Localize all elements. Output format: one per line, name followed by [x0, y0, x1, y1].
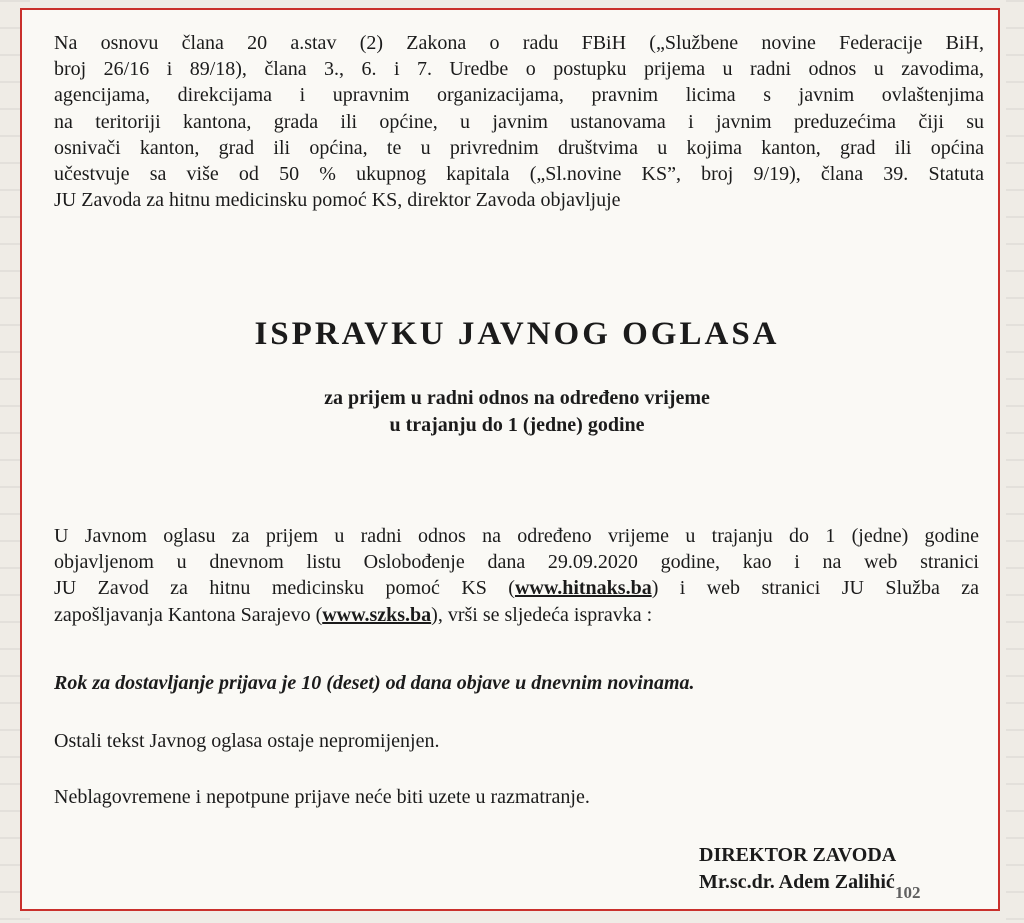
- preamble-line: na teritoriji kantona, grada ili općine, u javnim ustanovama i javnim preduzećima čiji su: [54, 110, 984, 133]
- announcement-box: [20, 8, 1000, 911]
- legal-preamble: [54, 30, 984, 213]
- body-text-fragment: JU Zavod za hitnu medicinsku pomoć KS (: [54, 577, 515, 600]
- body-text-fragment: zapošljavanja Kantona Sarajevo (: [54, 603, 323, 626]
- preamble-line: Na osnovu člana 20 a.stav (2) Zakona o radu FBiH („Službene novine Federacije BiH,: [54, 32, 984, 54]
- subtitle-line: u trajanju do 1 (jedne) godine: [389, 414, 645, 436]
- body-line: U Javnom oglasu za prijem u radni odnos na određeno vrijeme u trajanju do 1 (jedne) godine: [54, 525, 979, 547]
- remark-unchanged-text: Ostali tekst Javnog oglasa ostaje nepromijenjen.: [54, 730, 440, 752]
- body-text-fragment: ), vrši se sljedeća ispravka :: [431, 603, 653, 626]
- preamble-line: broj 26/16 i 89/18), člana 3., 6. i 7. Uredbe o postupku prijema u radni odnos u zavodima,: [54, 58, 984, 81]
- signature-block: [699, 842, 896, 896]
- subtitle-line: za prijem u radni odnos na određeno vrijeme: [324, 387, 710, 409]
- hitnaks-website-link[interactable]: www.hitnaks.ba: [514, 577, 652, 600]
- announcement-title: ISPRAVKU JAVNOG OGLASA: [254, 316, 780, 352]
- correction-body: [54, 523, 979, 628]
- preamble-line: agencijama, direkcijama i upravnim organizacijama, pravnim licima s javnim ovlaštenjima: [54, 84, 984, 107]
- body-line: objavljenom u dnevnom listu Oslobođenje dana 29.09.2020 godine, kao i na web stranici: [54, 551, 979, 574]
- announcement-subtitle: [54, 385, 980, 439]
- body-line: [54, 575, 979, 601]
- correction-statement: Rok za dostavljanje prijava je 10 (deset) od dana objave u dnevnim novinama.: [54, 672, 695, 694]
- remark-late-applications: Neblagovremene i nepotpune prijave neće biti uzete u razmatranje.: [54, 786, 590, 808]
- preamble-line: osnivači kanton, grad ili općina, te u privrednim društvima u kojima kanton, grad ili općina: [54, 136, 984, 159]
- body-line: [54, 602, 979, 628]
- body-text-fragment: ) i web stranici JU Služba za: [651, 577, 979, 600]
- signatory-position: DIREKTOR ZAVODA: [699, 844, 897, 866]
- preamble-line: JU Zavoda za hitnu medicinsku pomoć KS, direktor Zavoda objavljuje: [54, 189, 621, 212]
- preamble-line: učestvuje sa više od 50 % ukupnog kapitala („Sl.novine KS”, broj 9/19), člana 39. Statuta: [54, 163, 984, 186]
- page-number: 102: [895, 883, 921, 902]
- signatory-name: Mr.sc.dr. Adem Zalihić: [699, 871, 895, 893]
- background-newsprint-right: [1006, 0, 1024, 923]
- szks-website-link[interactable]: www.szks.ba: [322, 603, 432, 626]
